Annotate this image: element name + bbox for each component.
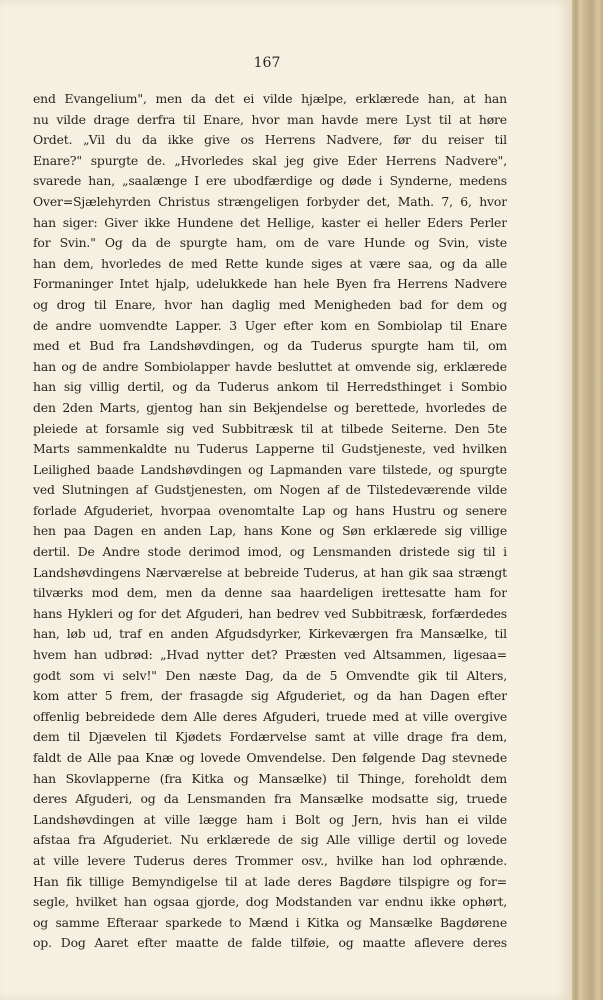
text-line: at ville levere Tuderus deres Trommer osv., hvilke han lod ophrænde. — [33, 852, 507, 868]
text-line: nu vilde drage derfra til Enare, hvor man havde mere Lyst til at høre — [33, 111, 507, 127]
text-line: med et Bud fra Landshøvdingen, og da Tuderus spurgte ham til, om — [33, 338, 507, 354]
text-line: faldt de Alle paa Knæ og lovede Omvendelse. Den følgende Dag stevnede — [33, 750, 507, 765]
text-line: han sig villig dertil, og da Tuderus ankom til Herredsthinget i Sombio — [33, 379, 507, 395]
text-line: Leilighed baade Landshøvdingen og Lapmanden vare tilstede, og spurgte — [33, 461, 507, 477]
page-number: 167 — [253, 55, 281, 71]
text-line: pleiede at forsamle sig ved Subbitræsk til at tilbede Seiterne. Den 5te — [33, 420, 507, 436]
text-line: Formaninger Intet hjalp, udelukkede han hele Byen fra Herrens Nadvere — [33, 276, 507, 292]
text-line: Landshøvdingen at ville lægge ham i Bolt og Jern, hvis han ei vilde — [33, 811, 507, 827]
text-line: han siger: Giver ikke Hundene det Hellige, kaster ei heller Eders Perler — [33, 214, 507, 230]
text-line: den 2den Marts, gjentog han sin Bekjendelse og berettede, hvorledes de — [33, 399, 507, 415]
text-line: Landshøvdingens Nærværelse at bebreide Tuderus, at han gik saa strængt — [33, 564, 507, 580]
text-line: offenlig bebreidede dem Alle deres Afguderi, truede med at ville overgive — [33, 708, 507, 724]
text-line: Marts sammenkaldte nu Tuderus Lapperne til Gudstjeneste, ved hvilken — [33, 441, 507, 457]
text-line: hvem han udbrød: „Hvad nytter det? Præsten ved Altsammen, ligesaa= — [33, 647, 507, 663]
text-line: han dem, hvorledes de med Rette kunde siges at være saa, og da alle — [33, 255, 507, 271]
text-line: og samme Efteraar sparkede to Mænd i Kitka og Mansælke Bagdørene — [33, 914, 507, 930]
text-line: Enare?" spurgte de. „Hvorledes skal jeg give Eder Herrens Nadvere", — [33, 152, 507, 168]
text-line: for Svin." Og da de spurgte ham, om de vare Hunde og Svin, viste — [33, 235, 507, 251]
text-line: tilværks mod dem, men da denne saa haardeligen irettesatte ham for — [33, 585, 507, 601]
body-text — [33, 89, 507, 954]
text-line: forlade Afguderiet, hvorpaa ovenomtalte Lap og hans Hustru og senere — [33, 502, 507, 518]
text-line: hen paa Dagen en anden Lap, hans Kone og Søn erklærede sig villige — [33, 523, 507, 539]
text-line: de andre uomvendte Lapper. 3 Uger efter kom en Sombiolap til Enare — [33, 317, 507, 333]
text-line: ved Slutningen af Gudstjenesten, om Nogen af de Tilstedeværende vilde — [33, 482, 507, 498]
text-line: end Evangelium", men da det ei vilde hjælpe, erklærede han, at han — [33, 91, 507, 106]
text-line: og drog til Enare, hvor han daglig med Menigheden bad for dem og — [33, 296, 507, 312]
text-line: dem til Djævelen til Kjødets Fordærvelse samt at ville drage fra dem, — [33, 729, 507, 745]
text-line: deres Afguderi, og da Lensmanden fra Mansælke modsatte sig, truede — [33, 791, 507, 807]
text-line: godt som vi selv!" Den næste Dag, da de 5 Omvendte gik til Alters, — [33, 667, 507, 683]
text-line: kom atter 5 frem, der frasagde sig Afguderiet, og da han Dagen efter — [33, 688, 507, 704]
book-spine-edge — [572, 0, 603, 1000]
text-line: afstaa fra Afguderiet. Nu erklærede de sig Alle villige dertil og lovede — [33, 832, 507, 848]
text-line: han og de andre Sombiolapper havde besluttet at omvende sig, erklærede — [33, 358, 507, 374]
text-line: dertil. De Andre stode derimod imod, og Lensmanden dristede sig til i — [33, 544, 507, 560]
text-line: op. Dog Aaret efter maatte de falde tilføie, og maatte aflevere deres — [33, 935, 507, 951]
text-line: Han fik tillige Bemyndigelse til at lade deres Bagdøre tilspigre og for= — [33, 873, 507, 889]
text-line: han, løb ud, traf en anden Afgudsdyrker, Kirkeværgen fra Mansælke, til — [33, 626, 507, 642]
text-line: hans Hykleri og for det Afguderi, han bedrev ved Subbitræsk, forfærdedes — [33, 605, 507, 621]
text-line: han Skovlapperne (fra Kitka og Mansælke) til Thinge, foreholdt dem — [33, 770, 507, 786]
text-line: Over=Sjælehyrden Christus strængeligen forbyder det, Math. 7, 6, hvor — [33, 193, 507, 209]
text-line: Ordet. „Vil du da ikke give os Herrens Nadvere, før du reiser til — [33, 132, 507, 148]
text-line: segle, hvilket han ogsaa gjorde, dog Modstanden var endnu ikke ophørt, — [33, 894, 507, 910]
text-line: svarede han, „saalænge I ere ubodfærdige og døde i Synderne, medens — [33, 173, 507, 189]
